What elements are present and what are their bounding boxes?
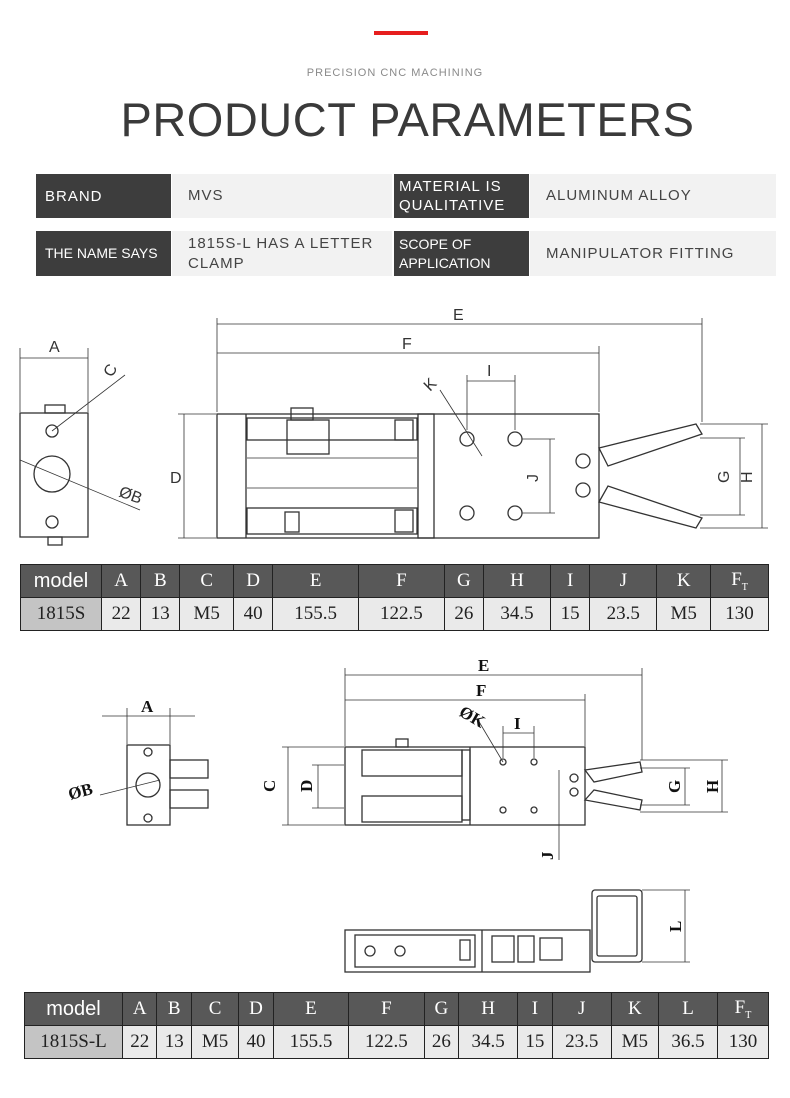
th2-model: model bbox=[25, 993, 123, 1026]
th-d: D bbox=[234, 565, 273, 598]
td2-model: 1815S-L bbox=[25, 1026, 123, 1059]
td2-j: 23.5 bbox=[552, 1026, 611, 1059]
td-i: 15 bbox=[551, 598, 590, 631]
param-label-scope: SCOPE OF APPLICATION bbox=[394, 231, 529, 276]
th2-ft bbox=[718, 993, 769, 1026]
param-label-name: THE NAME SAYS bbox=[36, 231, 171, 276]
th2-j: J bbox=[552, 993, 611, 1026]
td2-c: M5 bbox=[191, 1026, 238, 1059]
label-i: I bbox=[487, 363, 492, 380]
td2-f: 122.5 bbox=[349, 1026, 424, 1059]
th2-c: C bbox=[191, 993, 238, 1026]
label-j: J bbox=[525, 474, 542, 482]
td2-ft: 130 bbox=[718, 1026, 769, 1059]
td-d: 40 bbox=[234, 598, 273, 631]
label2-ob: ØB bbox=[66, 779, 95, 804]
label-h: H bbox=[739, 471, 756, 483]
th2-f: F bbox=[349, 993, 424, 1026]
label-ob: ØB bbox=[116, 483, 145, 508]
param-value-scope: MANIPULATOR FITTING bbox=[530, 231, 776, 276]
td2-i: 15 bbox=[518, 1026, 552, 1059]
th2-a: A bbox=[123, 993, 157, 1026]
th-i: I bbox=[551, 565, 590, 598]
td-k: M5 bbox=[657, 598, 711, 631]
label-c: C bbox=[100, 361, 122, 380]
th2-i: I bbox=[518, 993, 552, 1026]
param-value-brand: MVS bbox=[172, 174, 392, 218]
td-g: 26 bbox=[444, 598, 483, 631]
label-g: G bbox=[716, 470, 733, 483]
param-label-material: MATERIAL IS QUALITATIVE bbox=[394, 174, 529, 218]
th-h: H bbox=[483, 565, 550, 598]
td2-g: 26 bbox=[424, 1026, 458, 1059]
td2-d: 40 bbox=[239, 1026, 273, 1059]
label2-d: D bbox=[297, 779, 316, 792]
td-ft: 130 bbox=[711, 598, 769, 631]
label2-g: G bbox=[665, 779, 684, 793]
th2-k: K bbox=[611, 993, 658, 1026]
side-view-2 bbox=[100, 708, 208, 825]
td-c: M5 bbox=[180, 598, 234, 631]
label-f: F bbox=[402, 336, 412, 353]
label2-e: E bbox=[478, 656, 490, 675]
td-j: 23.5 bbox=[590, 598, 657, 631]
label-d: D bbox=[170, 470, 182, 487]
td2-a: 22 bbox=[123, 1026, 157, 1059]
spec-table-1815s-l bbox=[24, 992, 769, 1059]
label2-c: C bbox=[260, 779, 279, 792]
th-c: C bbox=[180, 565, 234, 598]
td-f: 122.5 bbox=[359, 598, 445, 631]
th-e: E bbox=[273, 565, 359, 598]
label-k: K bbox=[420, 375, 441, 395]
th-ft-main: F bbox=[731, 569, 742, 591]
label-e: E bbox=[453, 307, 464, 324]
th-f: F bbox=[359, 565, 445, 598]
label2-a: A bbox=[141, 697, 154, 716]
td2-l: 36.5 bbox=[658, 1026, 717, 1059]
td2-e: 155.5 bbox=[273, 1026, 348, 1059]
th2-h: H bbox=[459, 993, 518, 1026]
label2-ok: ØK bbox=[456, 702, 489, 732]
td2-h: 34.5 bbox=[459, 1026, 518, 1059]
th-b: B bbox=[141, 565, 180, 598]
td2-k: M5 bbox=[611, 1026, 658, 1059]
th-model: model bbox=[21, 565, 102, 598]
label2-f: F bbox=[476, 681, 487, 700]
th2-b: B bbox=[157, 993, 191, 1026]
th2-ft-sub: T bbox=[745, 1009, 752, 1021]
th-k: K bbox=[657, 565, 711, 598]
param-value-name: 1815S-L HAS A LETTER CLAMP bbox=[172, 231, 392, 276]
th-j: J bbox=[590, 565, 657, 598]
td-model: 1815S bbox=[21, 598, 102, 631]
td-b: 13 bbox=[141, 598, 180, 631]
td-e: 155.5 bbox=[273, 598, 359, 631]
th2-d: D bbox=[239, 993, 273, 1026]
top-view-2 bbox=[345, 890, 690, 972]
label2-l: L bbox=[666, 920, 685, 932]
front-view-2 bbox=[282, 668, 728, 860]
th2-l: L bbox=[658, 993, 717, 1026]
th-ft-sub: T bbox=[741, 581, 748, 593]
label2-j: J bbox=[538, 851, 557, 860]
th-g: G bbox=[444, 565, 483, 598]
label-a: A bbox=[49, 339, 60, 356]
label2-h: H bbox=[703, 779, 722, 793]
eyebrow-text: PRECISION CNC MACHINING bbox=[306, 67, 484, 79]
param-label-brand: BRAND bbox=[36, 174, 171, 218]
th-a: A bbox=[102, 565, 141, 598]
td-h: 34.5 bbox=[483, 598, 550, 631]
td-a: 22 bbox=[102, 598, 141, 631]
label2-i: I bbox=[514, 714, 521, 733]
param-value-material: ALUMINUM ALLOY bbox=[530, 174, 776, 218]
th2-e: E bbox=[273, 993, 348, 1026]
td2-b: 13 bbox=[157, 1026, 191, 1059]
th2-g: G bbox=[424, 993, 458, 1026]
page-title: PRODUCT PARAMETERS bbox=[120, 93, 695, 146]
th2-ft-main: F bbox=[734, 997, 746, 1019]
